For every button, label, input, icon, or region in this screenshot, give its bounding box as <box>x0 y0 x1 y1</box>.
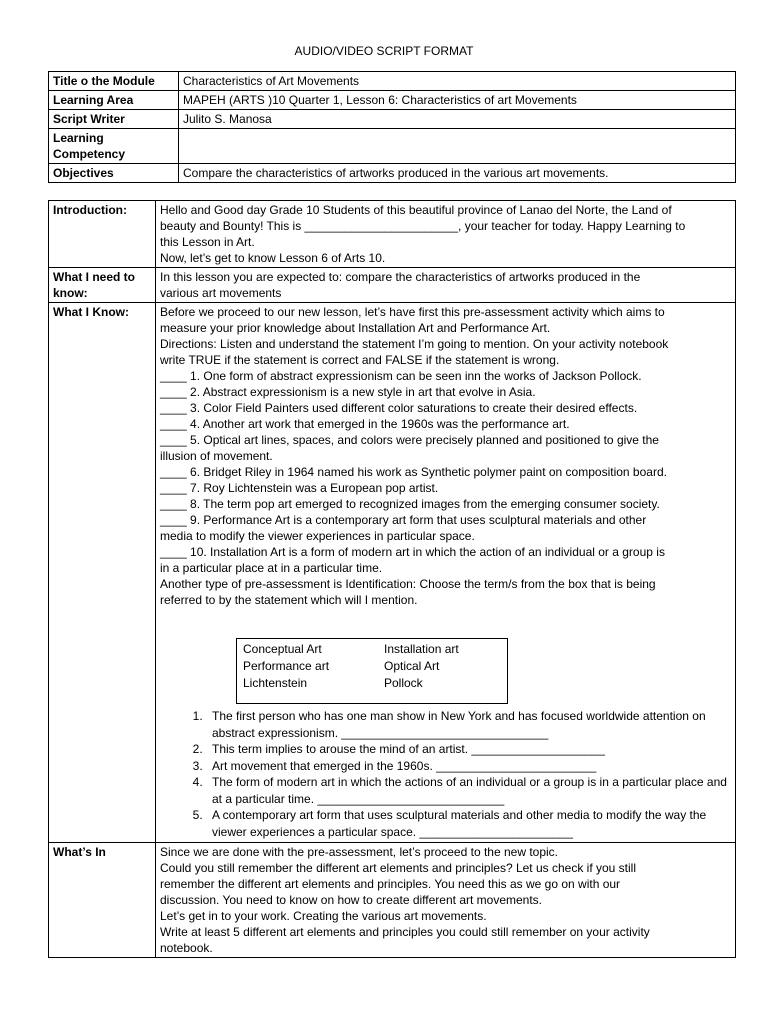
script-table <box>48 200 736 958</box>
text-line: this Lesson in Art. <box>160 235 255 249</box>
text-line: measure your prior knowledge about Installation Art and Performance Art. <box>160 321 551 335</box>
term-row <box>243 675 501 692</box>
text-line: media to modify the viewer experiences in particular space. <box>160 529 475 543</box>
text-line: Another type of pre-assessment is Identification: Choose the term/s from the box that is being <box>160 577 656 591</box>
true-false-item: ____ 8. The term pop art emerged to recognized images from the emerging consumer society. <box>160 497 660 511</box>
text-line: various art movements <box>160 286 282 300</box>
true-false-item: ____ 3. Color Field Painters used different color saturations to create their desired effects. <box>160 401 638 415</box>
whats-in-label: What’s In <box>49 843 156 958</box>
text-line: Directions: Listen and understand the statement I’m going to mention. On your activity notebook <box>160 337 669 351</box>
text-line: Write at least 5 different art elements and principles you could still remember on your activity <box>160 925 650 939</box>
term: Installation art <box>384 642 459 656</box>
what-i-need-content <box>156 268 736 303</box>
identification-list <box>160 708 731 840</box>
module-title-label: Title o the Module <box>49 72 179 91</box>
what-i-know-row <box>49 303 736 843</box>
objectives-value: Compare the characteristics of artworks produced in the various art movements. <box>179 164 736 183</box>
identification-item: 4. The form of modern art in which the actions of an individual or a group is in a particular place and at a particular time. ____________________________ <box>206 774 731 807</box>
identification-item: 1. The first person who has one man show in New York and has focused worldwide attention on abstract expressionism. _______________________________ <box>206 708 731 741</box>
true-false-item: ____ 9. Performance Art is a contemporary art form that uses sculptural materials and other <box>160 513 647 527</box>
what-i-know-content <box>156 303 736 843</box>
script-writer-value: Julito S. Manosa <box>179 110 736 129</box>
introduction-row <box>49 201 736 268</box>
term-row <box>243 658 501 675</box>
identification-item: 3. Art movement that emerged in the 1960s. ________________________ <box>206 758 731 775</box>
text-line: Could you still remember the different art elements and principles? Let us check if you still <box>160 861 637 875</box>
term: Optical Art <box>384 659 440 673</box>
module-title-value: Characteristics of Art Movements <box>179 72 736 91</box>
text-line: Since we are done with the pre-assessment, let’s proceed to the new topic. <box>160 845 558 859</box>
true-false-item: ____ 5. Optical art lines, spaces, and colors were precisely planned and positioned to give the <box>160 433 659 447</box>
text-line: In this lesson you are expected to: compare the characteristics of artworks produced in the <box>160 270 641 284</box>
text-line: discussion. You need to know on how to create different art movements. <box>160 893 543 907</box>
text-line: Let’s get in to your work. Creating the various art movements. <box>160 909 487 923</box>
identification-item: 2. This term implies to arouse the mind of an artist. ____________________ <box>206 741 731 758</box>
text-line: Now, let’s get to know Lesson 6 of Arts 10. <box>160 251 386 265</box>
whats-in-content <box>156 843 736 958</box>
whats-in-row <box>49 843 736 958</box>
competency-value <box>179 129 736 164</box>
objectives-row <box>49 164 736 183</box>
term: Performance art <box>243 659 330 673</box>
true-false-item: ____ 6. Bridget Riley in 1964 named his work as Synthetic polymer paint on composition board. <box>160 465 667 479</box>
what-i-know-label: What I Know: <box>49 303 156 843</box>
text-line: beauty and Bounty! This is _______________________, your teacher for today. Happy Learning to <box>160 219 686 233</box>
what-i-need-row <box>49 268 736 303</box>
competency-label: Learning Competency <box>49 129 179 164</box>
document-title: AUDIO/VIDEO SCRIPT FORMAT <box>294 44 474 58</box>
identification-item: 5. A contemporary art form that uses sculptural materials and other media to modify the way the viewer experiences a particular space. _______________________ <box>206 807 731 840</box>
true-false-item: ____ 10. Installation Art is a form of modern art in which the action of an individual or a group is <box>160 545 665 559</box>
learning-area-value: MAPEH (ARTS )10 Quarter 1, Lesson 6: Characteristics of art Movements <box>179 91 736 110</box>
true-false-item: ____ 2. Abstract expressionism is a new style in art that evolve in Asia. <box>160 385 536 399</box>
learning-area-row <box>49 91 736 110</box>
text-line: remember the different art elements and principles. You need this as we go on with our <box>160 877 621 891</box>
text-line: referred to by the statement which will I mention. <box>160 593 418 607</box>
what-i-need-label: What I need to know: <box>49 268 156 303</box>
script-writer-label: Script Writer <box>49 110 179 129</box>
true-false-item: ____ 4. Another art work that emerged in the 1960s was the performance art. <box>160 417 570 431</box>
module-row <box>49 72 736 91</box>
true-false-item: ____ 1. One form of abstract expressionism can be seen inn the works of Jackson Pollock. <box>160 369 642 383</box>
learning-area-label: Learning Area <box>49 91 179 110</box>
module-info-table <box>48 71 736 183</box>
term: Lichtenstein <box>243 676 308 690</box>
text-line: notebook. <box>160 941 213 955</box>
text-line: write TRUE if the statement is correct and FALSE if the statement is wrong. <box>160 353 560 367</box>
text-line: illusion of movement. <box>160 449 273 463</box>
text-line: Before we proceed to our new lesson, let’s have first this pre-assessment activity which aims to <box>160 305 665 319</box>
introduction-content <box>156 201 736 268</box>
term-row <box>243 641 501 658</box>
script-writer-row <box>49 110 736 129</box>
true-false-item: ____ 7. Roy Lichtenstein was a European pop artist. <box>160 481 439 495</box>
text-line: in a particular place at in a particular time. <box>160 561 383 575</box>
term-choice-box <box>236 638 508 704</box>
term: Pollock <box>384 676 423 690</box>
text-line: Hello and Good day Grade 10 Students of this beautiful province of Lanao del Norte, the Land of <box>160 203 672 217</box>
competency-row <box>49 129 736 164</box>
introduction-label: Introduction: <box>49 201 156 268</box>
term: Conceptual Art <box>243 642 322 656</box>
objectives-label: Objectives <box>49 164 179 183</box>
